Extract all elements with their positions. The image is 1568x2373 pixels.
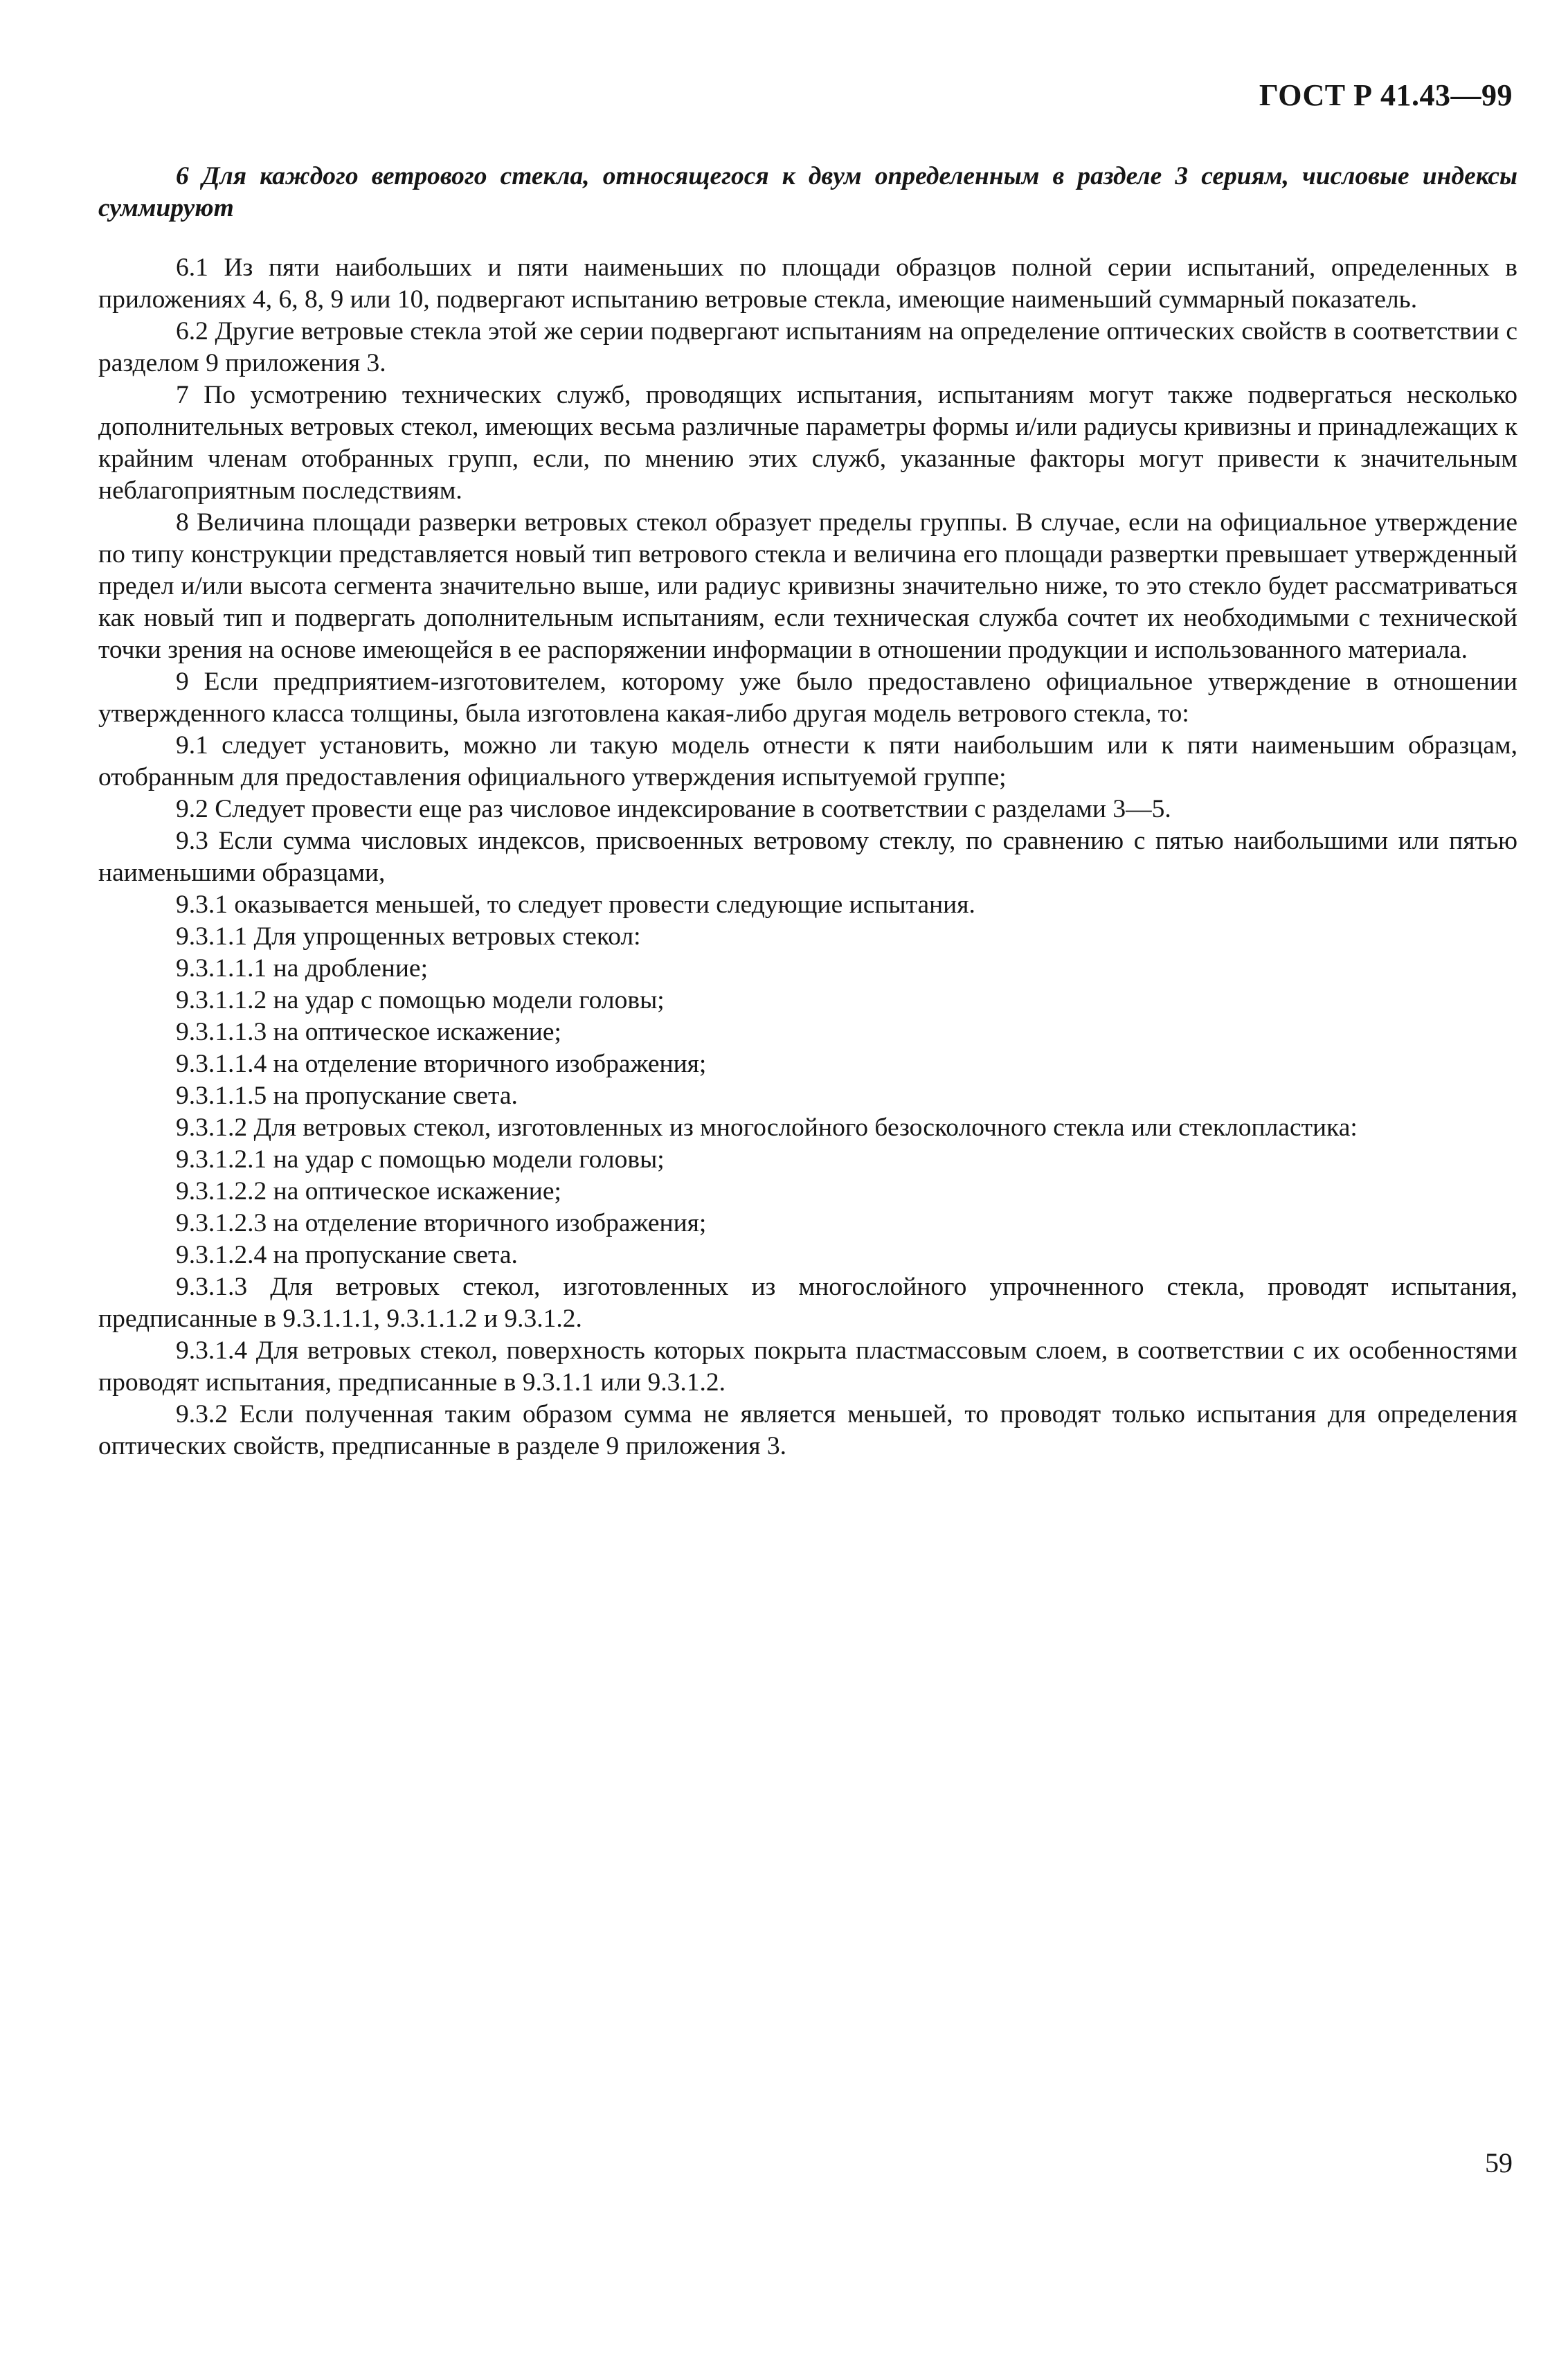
paragraph-9: 9 Если предприятием-изготовителем, которому уже было предоставлено официальное утверждение в отношении утвержденного класса толщины, была изготовлена какая-либо другая модель ветрового стекла, то: <box>98 668 1517 728</box>
document-body <box>98 161 1517 1462</box>
paragraph-9-3-1-1: 9.3.1.1 Для упрощенных ветровых стекол: <box>176 922 641 951</box>
paragraph-9-3-2: 9.3.2 Если полученная таким образом сумма не является меньшей, то проводят только испытания для определения оптических свойств, предписанные в разделе 9 приложения 3. <box>98 1400 1517 1460</box>
paragraph-9-1: 9.1 следует установить, можно ли такую модель отнести к пяти наибольшим или к пяти наименьшим образцам, отобранным для предоставления официального утверждения испытуемой группе; <box>98 731 1517 791</box>
paragraph-9-3-1-1-3: 9.3.1.1.3 на оптическое искажение; <box>176 1018 561 1046</box>
paragraph-9-3-1-2-4: 9.3.1.2.4 на пропускание света. <box>176 1241 518 1269</box>
paragraph-9-3-1-1-5: 9.3.1.1.5 на пропускание света. <box>176 1082 518 1110</box>
paragraph-6-1: 6.1 Из пяти наибольших и пяти наименьших по площади образцов полной серии испытаний, определенных в приложениях 4, 6, 8, 9 или 10, подвергают испытанию ветровые стекла, имеющие наименьший суммарный показатель. <box>98 253 1517 314</box>
page-number: 59 <box>1485 2147 1513 2178</box>
paragraph-9-3-1-2-3: 9.3.1.2.3 на отделение вторичного изображения; <box>176 1209 707 1237</box>
paragraph-9-3-1: 9.3.1 оказывается меньшей, то следует провести следующие испытания. <box>176 890 975 919</box>
section-heading: 6 Для каждого ветрового стекла, относящегося к двум определенным в разделе 3 сериям, числовые индексы суммируют <box>98 162 1517 222</box>
paragraph-9-3-1-1-1: 9.3.1.1.1 на дробление; <box>176 954 428 983</box>
paragraph-8: 8 Величина площади разверки ветровых стекол образует пределы группы. В случае, если на официальное утверждение по типу конструкции представляется новый тип ветрового стекла и величина его площади развертки превышает утвержденный предел и/или высота сегмента значительно выше, или радиус кривизны значительно ниже, то это стекло будет рассматриваться как новый тип и подвергать дополнительным испытаниям, если техническая служба сочтет их необходимыми с технической точки зрения на основе имеющейся в ее распоряжении информации в отношении продукции и использованного материала. <box>98 508 1517 664</box>
paragraph-9-3-1-2-1: 9.3.1.2.1 на удар с помощью модели головы; <box>176 1145 665 1174</box>
paragraph-9-3-1-2-2: 9.3.1.2.2 на оптическое искажение; <box>176 1177 561 1206</box>
paragraph-9-3-1-4: 9.3.1.4 Для ветровых стекол, поверхность которых покрыта пластмассовым слоем, в соответствии с их особенностями проводят испытания, предписанные в 9.3.1.1 или 9.3.1.2. <box>98 1336 1517 1397</box>
paragraph-9-3-1-1-4: 9.3.1.1.4 на отделение вторичного изображения; <box>176 1050 707 1078</box>
paragraph-7: 7 По усмотрению технических служб, проводящих испытания, испытаниям могут также подвергаться несколько дополнительных ветровых стекол, имеющих весьма различные параметры формы и/или радиусы кривизны и принадлежащих к крайним членам отобранных групп, если, по мнению этих служб, указанные факторы могут привести к значительным неблагоприятным последствиям. <box>98 381 1517 505</box>
paragraph-6-2: 6.2 Другие ветровые стекла этой же серии подвергают испытаниям на определение оптических свойств в соответствии с разделом 9 приложения 3. <box>98 317 1517 377</box>
document-code-header: ГОСТ Р 41.43—99 <box>1259 78 1513 112</box>
paragraph-9-3-1-3: 9.3.1.3 Для ветровых стекол, изготовленных из многослойного упрочненного стекла, проводят испытания, предписанные в 9.3.1.1.1, 9.3.1.1.2 и 9.3.1.2. <box>98 1273 1517 1333</box>
paragraph-9-2: 9.2 Следует провести еще раз числовое индексирование в соответствии с разделами 3—5. <box>176 795 1171 823</box>
paragraph-9-3: 9.3 Если сумма числовых индексов, присвоенных ветровому стеклу, по сравнению с пятью наибольшими или пятью наименьшими образцами, <box>98 827 1517 887</box>
paragraph-9-3-1-2: 9.3.1.2 Для ветровых стекол, изготовленных из многослойного безосколочного стекла или стеклопластика: <box>176 1113 1358 1142</box>
paragraph-9-3-1-1-2: 9.3.1.1.2 на удар с помощью модели головы; <box>176 986 665 1014</box>
